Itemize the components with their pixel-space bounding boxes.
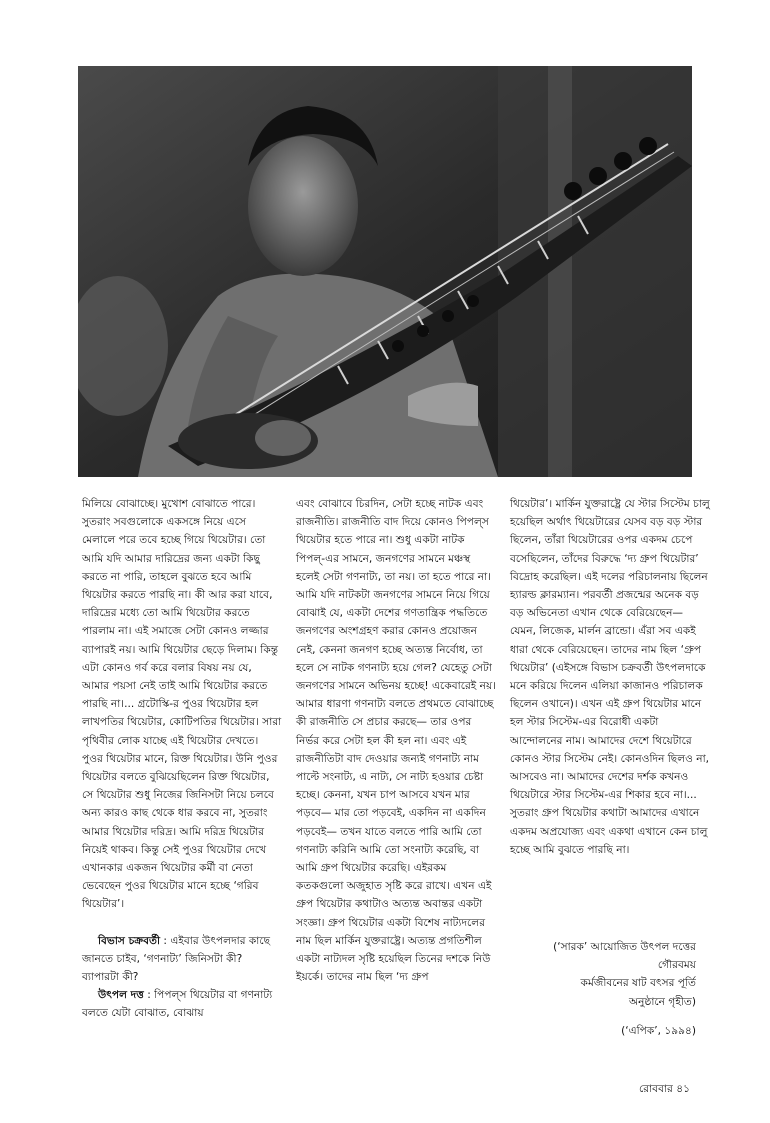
photo-illustration [78,66,692,477]
paragraph-text: : এইবার উৎপলদার কাছে জানতে চাইব, ‘গণনাট্য’ জিনিসটা কী? ব্যাপারটা কী? [82,934,271,984]
credit-line: অনুষ্ঠানে গৃহীত) [628,995,696,1008]
paragraph-text: থিয়েটার’। মার্কিন যুক্তরাষ্ট্রে যে স্টার সিস্টেম চালু হয়েছিল অর্থাৎ থিয়েটারের যেসব বড় বড় স্টার ছিলেন, তাঁরা থিয়েটারের ওপর একদম চেপে বসেছিলেন, তাঁদের বিরুদ্ধে ‘দ্য গ্রুপ থিয়েটার’ বিদ্রোহ করেছিল। এই দলের পরিচালনায় ছিলেন হ্যারল্ড ক্লারম্যান। পরবর্তী প্রজন্মের অনেক বড় বড় অভিনেতা এখান থেকে বেরিয়েছেন— যেমন, লিজেক, মার্লন ব্রান্ডো। এঁরা সব একই ধারা থেকে বেরিয়েছেন। তাদের নাম ছিল ‘গ্রুপ থিয়েটার’ (এইসঙ্গে বিভাস চক্রবর্তী উৎপলদাকে মনে করিয়ে দিলেন এলিয়া কাজানও পরিচালক ছিলেন ওখানে)। এখন এই গ্রুপ থিয়েটার মানে হল স্টার সিস্টেম-এর বিরোধী একটা আন্দোলনের নাম। আমাদের দেশে থিয়েটারে কোনও স্টার সিস্টেম নেই। কোনওদিন ছিলও না, আসবেও না। আমাদের দেশের দর্শক কখনও থিয়েটারে স্টার সিস্টেম-এর শিকার হবে না।... সুতরাং গ্রুপ থিয়েটার কথাটা আমাদের এখানে একদম অপ্রযোজ্য এবং একথা এখানে কেন চালু হচ্ছে আমি বুঝতে পারছি না। [510,498,710,856]
credit-line: (‘সারক’ আয়োজিত উৎপল দত্তের [553,941,696,953]
credit-line: কর্মজীবনের ষাট বৎসর পূর্তি [580,977,696,990]
page-folio: রোববার ৪১ [638,1083,690,1095]
credit-line: গৌরবময় [657,959,696,972]
paragraph-text: : পিপল্‌স থিয়েটার বা গণনাট্য বলতে যেটা বোঝাত, বোঝায় [82,989,273,1020]
article-paragraph [510,495,710,859]
event-credit [510,938,696,1011]
article-paragraph [82,495,282,914]
speaker-name: বিভাস চক্রবর্তী [98,934,161,947]
paragraph-text: মিলিয়ে বোঝাচ্ছে। মুখোশ বোঝাতে পারে। সুতরাং সবগুলোকে একসঙ্গে নিয়ে এসে মেলালে পরে তবে হচ্ছে গিয়ে থিয়েটার। তো আমি যদি আমার দারিদ্রের জন্য একটা কিছু করতে না পারি, তাহলে বুঝতে হবে আমি থিয়েটার করতে পারছি না। কী আর করা যাবে, দারিদ্রের মধ্যে তো আমি থিয়েটার করতে পারলাম না। এই সমাজে সেটা কোনও লজ্জার ব্যাপারই নয়। আমি থিয়েটার ছেড়ে দিলাম। কিন্তু এটা কোনও গর্ব করে বলার বিষয় নয় যে, আমার পয়সা নেই তাই আমি থিয়েটার করতে পারছি না।... গ্রটোস্কি-র পুওর থিয়েটার হল লাখপতির থিয়েটার, কোটিপতির থিয়েটার। সারা পৃথিবীর লোক যাচ্ছে এই থিয়েটার দেখতে। পুওর থিয়েটার মানে, রিক্ত থিয়েটার। উনি পুওর থিয়েটার বলতে বুঝিয়েছিলেন রিক্ত থিয়েটার, সে থিয়েটার শুধু নিজের জিনিসটা নিয়ে চলবে অন্য কারও কাছ থেকে ধার করবে না, সুতরাং আমার থিয়েটার দরিদ্র। আমি দরিদ্র থিয়েটার নিয়েই থাকব। কিন্তু সেই পুওর থিয়েটার দেখে এখানকার একজন থিয়েটার কর্মী বা নেতা ভেবেছেন পুওর থিয়েটার মানে হচ্ছে ‘গরিব থিয়েটার’। [82,498,282,911]
article-column-2 [296,495,496,986]
article-column-3 [510,495,710,859]
source-citation: (‘এপিক’, ১৯৯৪) [621,1025,696,1037]
sitar-player-photo [78,66,692,477]
article-paragraph [296,495,496,986]
article-column-1 [82,495,282,1023]
article-paragraph [82,932,282,987]
article-paragraph [82,986,282,1022]
paragraph-text: এবং বোঝাবে চিরদিন, সেটা হচ্ছে নাটক এবং রাজনীতি। রাজনীতি বাদ দিয়ে কোনও পিপল্‌স থিয়েটার হতে পারে না। শুধু একটা নাটক পিপল্‌-এর সামনে, জনগণের সামনে মঞ্চস্থ হলেই সেটা গণনাট্য, তা নয়। তা হতে পারে না। আমি যদি নাটকটা জনগণের সামনে নিয়ে গিয়ে বোঝাই যে, একটা দেশের গণতান্ত্রিক পদ্ধতিতে জনগণের অংশগ্রহণ করার কোনও প্রয়োজন নেই, কেননা জনগণ হচ্ছে অত্যন্ত নির্বোধ, তা হলে সে নাটক গণনাট্য হয়ে গেল? যেহেতু সেটা জনগণের সামনে অভিনয় হচ্ছে! একেবারেই নয়। আমার ধারণা গণনাট্য বলতে প্রথমতে বোঝাচ্ছে কী রাজনীতি সে প্রচার করছে— তার ওপর নির্ভর করে সেটা হল কী হল না। এবং এই রাজনীতিটা বাদ দেওয়ার জন্যই গণনাট্য নাম পাল্টে সংনাট্য, এ নাট্য, সে নাট্য হওয়ার চেষ্টা হচ্ছে। কেননা, যখন চাপ আসবে যখন মার পড়বে— মার তো পড়বেই, একদিন না একদিন পড়বেই— তখন যাতে বলতে পারি আমি তো গণনাট্য করিনি আমি তো সংনাট্য করেছি, বা আমি গ্রুপ থিয়েটার করেছি। এইরকম কতকগুলো অজুহাত সৃষ্টি করে রাখে। এখন এই গ্রুপ থিয়েটার কথাটাও অত্যন্ত অবান্তর একটা সংজ্ঞা। গ্রুপ থিয়েটার একটা বিশেষ নাট্যদলের নাম ছিল মার্কিন যুক্তরাষ্ট্রে। অত্যন্ত প্রগতিশীল একটা নাট্যদল সৃষ্টি হয়েছিল তিনের দশকে নিউ ইয়র্কে। তাদের নাম ছিল ‘দ্য গ্রুপ [296,498,497,984]
speaker-name: উৎপল দত্ত [98,989,144,1002]
